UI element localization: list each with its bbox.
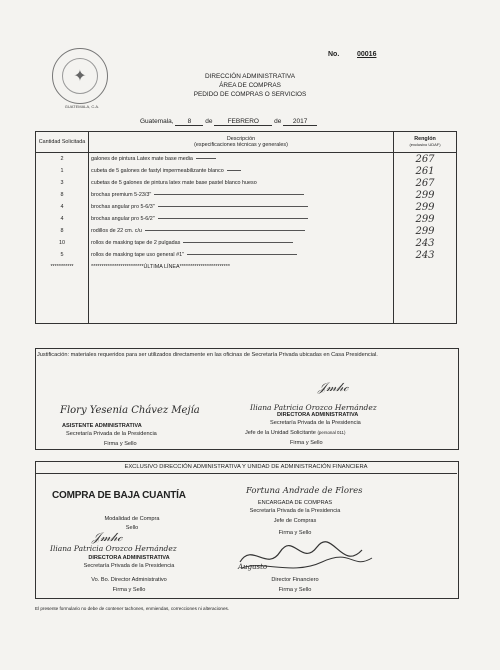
col-ren-title: Renglón bbox=[414, 135, 436, 142]
table-row bbox=[36, 237, 457, 249]
row-renglon bbox=[394, 261, 457, 273]
fill-line bbox=[158, 206, 308, 207]
sig-director-title: DIRECTORA ADMINISTRATIVA bbox=[88, 555, 170, 561]
sig-right-title: DIRECTORA ADMINISTRATIVA bbox=[277, 412, 359, 418]
table-row bbox=[36, 153, 457, 166]
date-de-1: de bbox=[205, 118, 213, 125]
sig-right-caption-main: Jefe de la Unidad Solicitante bbox=[245, 430, 316, 436]
modalidad-sello-label: Sello bbox=[125, 525, 139, 531]
signature-augusto: Augusto bbox=[238, 563, 268, 571]
row-renglon: 267 bbox=[394, 177, 457, 189]
row-renglon: 299 bbox=[394, 225, 457, 237]
table-header-row bbox=[36, 132, 457, 153]
sig-fortuna-org: Secretaría Privada de la Presidencia bbox=[249, 508, 341, 514]
row-qty: 8 bbox=[36, 189, 89, 201]
row-desc bbox=[89, 237, 394, 249]
exclusive-section-title: EXCLUSIVO DIRECCIÓN ADMINISTRATIVA Y UNIDAD DE ADMINISTRACIÓN FINANCIERA bbox=[35, 461, 457, 474]
table-row bbox=[36, 213, 457, 225]
row-renglon: 243 bbox=[394, 249, 457, 261]
handwritten-signature-right: 𝒥𝓂𝒽𝒸 bbox=[318, 380, 349, 394]
empty-cell bbox=[36, 273, 89, 324]
fill-line bbox=[158, 218, 308, 219]
row-qty: 1 bbox=[36, 165, 89, 177]
last-line-marker: *************************ÚLTIMA LÍNEA************************ bbox=[89, 261, 394, 273]
signature-director: Iliana Patricia Orozco Hernández bbox=[50, 544, 177, 553]
sig-augusto-caption-1: Director Financiero bbox=[271, 577, 319, 583]
row-desc-text: rodillos de 22 cm. c/u bbox=[91, 228, 142, 234]
empty-rows bbox=[36, 273, 457, 324]
modalidad-label: Modalidad de Compra bbox=[104, 516, 160, 522]
sig-left-org: Secretaría Privada de la Presidencia bbox=[66, 431, 157, 437]
purchase-type-stamp: COMPRA DE BAJA CUANTÍA bbox=[52, 490, 186, 501]
fill-line bbox=[227, 170, 241, 171]
row-renglon: 299 bbox=[394, 213, 457, 225]
sig-right-caption bbox=[245, 430, 345, 436]
signature-left: Flory Yesenia Chávez Mejía bbox=[60, 405, 200, 416]
col-desc-title: Descripción bbox=[226, 135, 256, 142]
row-renglon: 299 bbox=[394, 189, 457, 201]
document-header bbox=[110, 72, 390, 99]
row-qty: 4 bbox=[36, 213, 89, 225]
sig-right-org: Secretaría Privada de la Presidencia bbox=[270, 420, 361, 426]
scribbled-signature-financial bbox=[232, 532, 382, 580]
row-desc bbox=[89, 165, 394, 177]
row-qty: 8 bbox=[36, 225, 89, 237]
row-renglon: 267 bbox=[394, 153, 457, 166]
col-ren-sub: (exclusivo UDAF) bbox=[409, 142, 441, 147]
sig-augusto-caption-2: Firma y Sello bbox=[278, 587, 312, 593]
row-desc-text: rollos de masking tape de 2 pulgadas bbox=[91, 240, 181, 246]
doc-number-value: 00016 bbox=[357, 51, 377, 58]
col-qty-header: Cantidad Solicitada bbox=[36, 132, 89, 153]
signature-fortuna: Fortuna Andrade de Flores bbox=[246, 486, 363, 496]
row-qty: 10 bbox=[36, 237, 89, 249]
header-line-2: ÁREA DE COMPRAS bbox=[219, 82, 281, 89]
empty-cell bbox=[89, 273, 394, 324]
row-desc bbox=[89, 177, 394, 189]
sig-director-caption-1: Vo. Bo. Director Administrativo bbox=[91, 577, 167, 583]
sig-right-caption-sub: (personal 011) bbox=[317, 430, 346, 435]
table-row bbox=[36, 225, 457, 237]
row-desc-text: cubeta de 5 galones de fastyl impermeabilizante blanco bbox=[91, 168, 224, 174]
sig-director-org: Secretaría Privada de la Presidencia bbox=[83, 563, 175, 569]
table-row bbox=[36, 249, 457, 261]
row-desc-text: cubetas de 5 galones de pintura latex mate base pastel blanco hueso bbox=[91, 180, 257, 186]
row-qty: 5 bbox=[36, 249, 89, 261]
fill-line bbox=[196, 158, 216, 159]
items-table bbox=[35, 131, 457, 324]
header-line-1: DIRECCIÓN ADMINISTRATIVA bbox=[205, 73, 295, 80]
table-row bbox=[36, 177, 457, 189]
fill-line bbox=[154, 194, 304, 195]
sig-left-caption: Firma y Sello bbox=[104, 441, 137, 447]
sig-fortuna-caption-2: Firma y Sello bbox=[278, 530, 312, 536]
row-qty: 2 bbox=[36, 153, 89, 166]
form-footer-note: El presente formulario no debe de contener tachones, enmiendas, correcciones ni alteraciones. bbox=[35, 606, 230, 611]
row-qty: 4 bbox=[36, 201, 89, 213]
eagle-emblem-icon: ✦ bbox=[62, 58, 98, 94]
row-renglon: 299 bbox=[394, 201, 457, 213]
row-desc bbox=[89, 225, 394, 237]
date-de-2: de bbox=[274, 118, 282, 125]
col-ren-header bbox=[394, 132, 457, 153]
row-desc-text: brochas angular pro 5-6/3" bbox=[91, 204, 155, 210]
col-desc-sub: (especificaciones técnicas y generales) bbox=[194, 142, 288, 148]
doc-number-label: No. bbox=[328, 51, 340, 58]
col-desc-header bbox=[89, 132, 394, 153]
date-city: Guatemala, bbox=[140, 118, 174, 125]
row-desc-text: brochas premium 5-23/3" bbox=[91, 192, 152, 198]
sig-left-title: ASISTENTE ADMINISTRATIVA bbox=[62, 423, 142, 429]
row-desc-text: brochas angular pro 5-6/2" bbox=[91, 216, 155, 222]
table-row bbox=[36, 189, 457, 201]
date-day: 8 bbox=[175, 118, 203, 126]
fill-line bbox=[183, 242, 293, 243]
row-desc bbox=[89, 201, 394, 213]
table-row bbox=[36, 261, 457, 273]
table-row bbox=[36, 165, 457, 177]
row-desc bbox=[89, 189, 394, 201]
handwritten-signature-director: 𝒥𝓂𝒽𝒸 bbox=[92, 530, 123, 544]
seal-caption: GUATEMALA, C.A. bbox=[64, 104, 100, 109]
row-qty: 3 bbox=[36, 177, 89, 189]
sig-director-caption-2: Firma y Sello bbox=[112, 587, 146, 593]
fill-line bbox=[145, 230, 305, 231]
row-desc bbox=[89, 213, 394, 225]
row-desc-text: rollos de masking tape uso general #1" bbox=[91, 252, 185, 258]
empty-cell bbox=[394, 273, 457, 324]
signature-right: Iliana Patricia Orozco Hernández bbox=[250, 403, 377, 412]
sig-fortuna-title: ENCARGADA DE COMPRAS bbox=[257, 500, 333, 506]
row-renglon: 261 bbox=[394, 165, 457, 177]
row-desc bbox=[89, 153, 394, 166]
sig-fortuna-caption-1: Jefe de Compras bbox=[273, 518, 317, 524]
sig-right-caption-2: Firma y Sello bbox=[290, 440, 323, 446]
fill-line bbox=[187, 254, 297, 255]
row-desc bbox=[89, 249, 394, 261]
justification-text: Justificación: materiales requeridos para ser utilizados directamente en las oficinas de Secretaría Privada ubicadas en Casa Presidencial. bbox=[37, 352, 378, 358]
date-month: FEBRERO bbox=[214, 118, 272, 126]
date-year: 2017 bbox=[283, 118, 317, 126]
date-line bbox=[140, 118, 400, 126]
institution-seal bbox=[52, 48, 108, 104]
row-qty: *********** bbox=[36, 261, 89, 273]
row-renglon: 243 bbox=[394, 237, 457, 249]
header-line-3: PEDIDO DE COMPRAS O SERVICIOS bbox=[193, 91, 307, 98]
table-row bbox=[36, 201, 457, 213]
row-desc-text: galones de pintura Latex mate base media bbox=[91, 156, 193, 162]
